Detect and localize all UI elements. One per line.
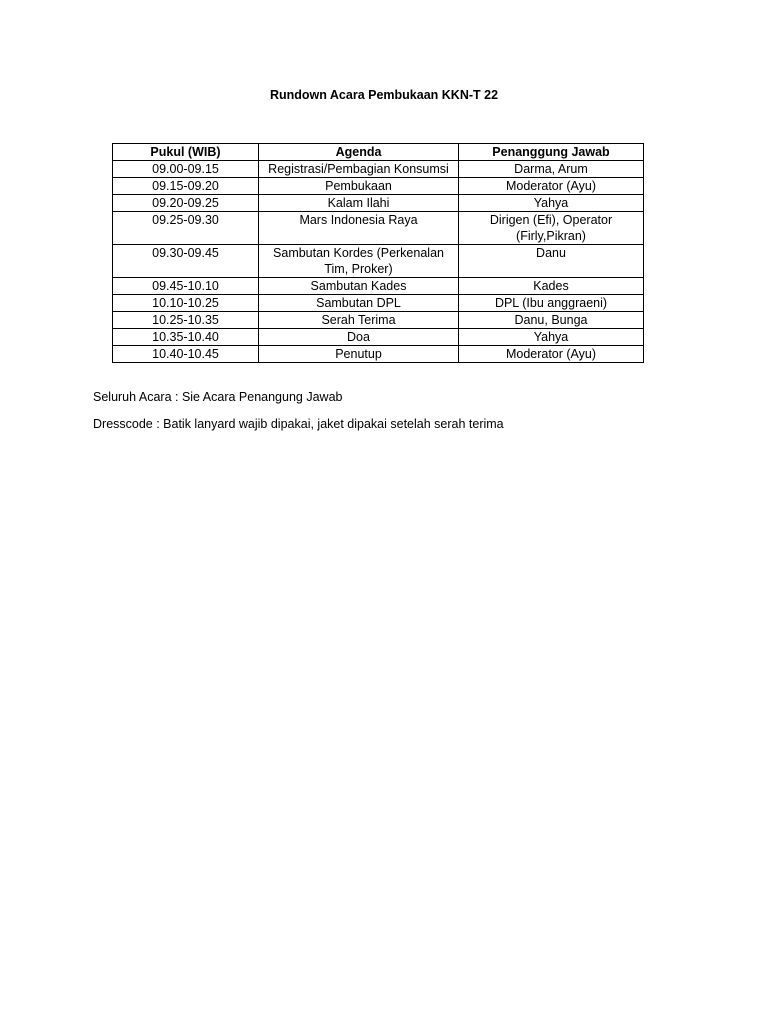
cell-pic: Moderator (Ayu) (459, 178, 644, 195)
cell-agenda: Kalam Ilahi (259, 195, 459, 212)
cell-time: 10.10-10.25 (113, 295, 259, 312)
cell-pic: Moderator (Ayu) (459, 346, 644, 363)
table-header-row (113, 144, 644, 161)
rundown-table (112, 143, 644, 363)
note-overall-responsible: Seluruh Acara : Sie Acara Penangung Jawab (93, 390, 343, 404)
cell-pic: Danu (459, 245, 644, 278)
cell-time: 10.40-10.45 (113, 346, 259, 363)
cell-agenda: Sambutan Kades (259, 278, 459, 295)
cell-pic: Yahya (459, 329, 644, 346)
table-row (113, 195, 644, 212)
cell-pic: Danu, Bunga (459, 312, 644, 329)
cell-pic: DPL (Ibu anggraeni) (459, 295, 644, 312)
cell-agenda: Pembukaan (259, 178, 459, 195)
cell-agenda: Registrasi/Pembagian Konsumsi (259, 161, 459, 178)
cell-agenda: Sambutan Kordes (Perkenalan Tim, Proker) (259, 245, 459, 278)
table-row (113, 161, 644, 178)
cell-agenda: Mars Indonesia Raya (259, 212, 459, 245)
table-row (113, 329, 644, 346)
cell-agenda: Doa (259, 329, 459, 346)
table-row (113, 346, 644, 363)
cell-pic: Darma, Arum (459, 161, 644, 178)
header-agenda: Agenda (259, 144, 459, 161)
cell-time: 10.35-10.40 (113, 329, 259, 346)
cell-agenda: Serah Terima (259, 312, 459, 329)
table-row (113, 312, 644, 329)
table-row (113, 212, 644, 245)
cell-pic: Dirigen (Efi), Operator (Firly,Pikran) (459, 212, 644, 245)
table-row (113, 295, 644, 312)
cell-time: 09.45-10.10 (113, 278, 259, 295)
cell-agenda: Sambutan DPL (259, 295, 459, 312)
header-pic: Penanggung Jawab (459, 144, 644, 161)
table-row (113, 178, 644, 195)
cell-time: 09.20-09.25 (113, 195, 259, 212)
note-dresscode: Dresscode : Batik lanyard wajib dipakai, jaket dipakai setelah serah terima (93, 417, 504, 431)
cell-pic: Yahya (459, 195, 644, 212)
table-row (113, 245, 644, 278)
page-title: Rundown Acara Pembukaan KKN-T 22 (269, 88, 499, 102)
cell-time: 09.30-09.45 (113, 245, 259, 278)
cell-agenda: Penutup (259, 346, 459, 363)
cell-time: 09.00-09.15 (113, 161, 259, 178)
cell-pic: Kades (459, 278, 644, 295)
table-row (113, 278, 644, 295)
cell-time: 09.25-09.30 (113, 212, 259, 245)
cell-time: 09.15-09.20 (113, 178, 259, 195)
cell-time: 10.25-10.35 (113, 312, 259, 329)
header-time: Pukul (WIB) (113, 144, 259, 161)
